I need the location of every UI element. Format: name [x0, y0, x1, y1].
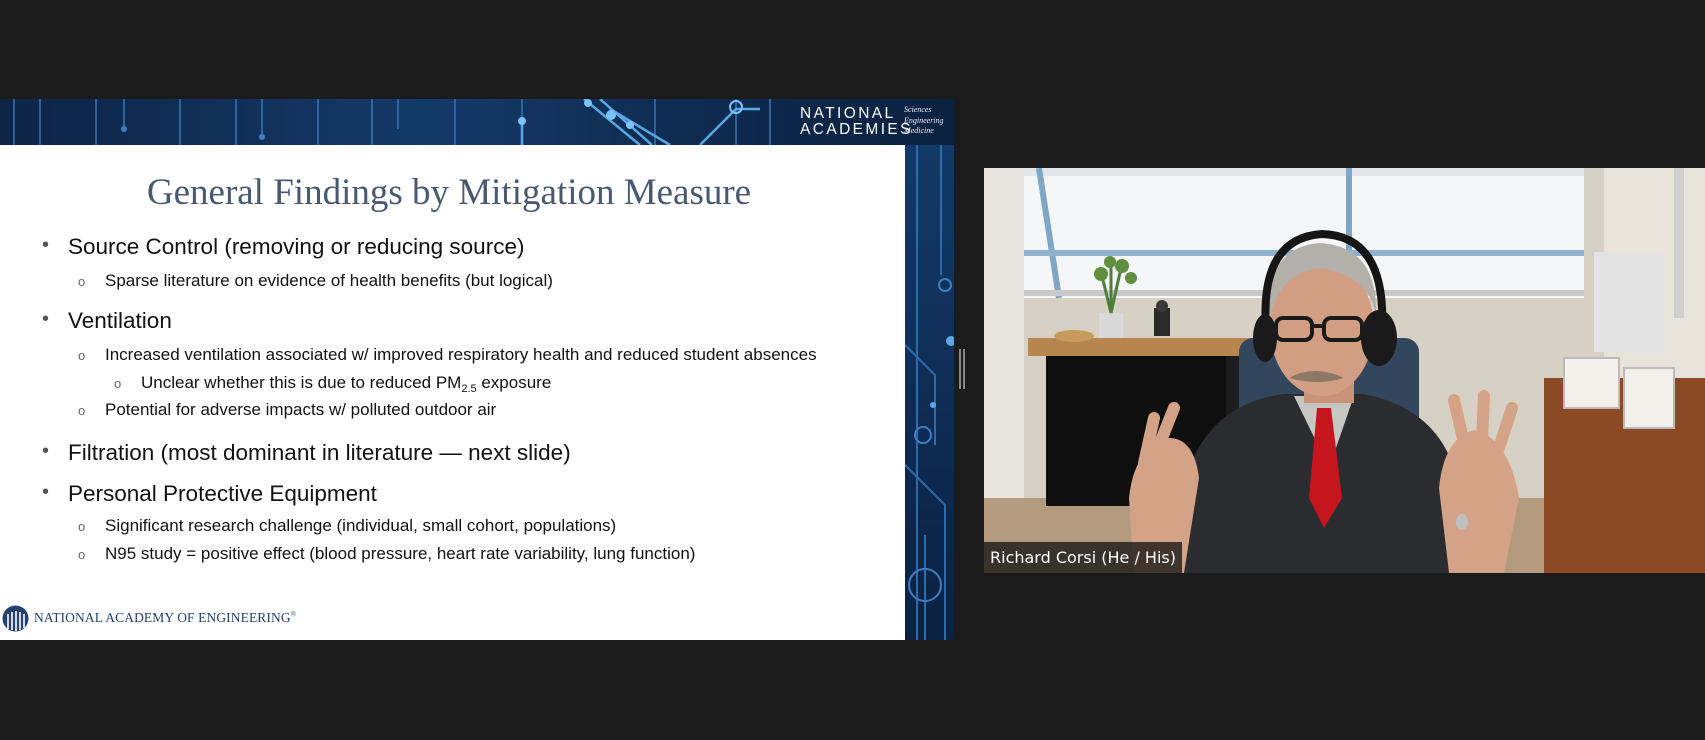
shared-slide [0, 99, 954, 640]
bullet-dot: • [42, 481, 50, 503]
circuit-decoration-side [905, 145, 954, 640]
bullet-text: Personal Protective Equipment [68, 481, 377, 506]
logo-wordmark: NATIONAL ACADEMIES [800, 105, 913, 138]
bullet-circle: o [78, 274, 86, 289]
slide-side-banner [905, 145, 954, 640]
bullet-dot: • [42, 234, 50, 256]
speaker-video-tile[interactable] [984, 168, 1705, 573]
bullet-circle: o [78, 348, 86, 363]
bullet-text: Source Control (removing or reducing source) [68, 234, 525, 259]
subbullet-increased-ventilation [78, 345, 817, 365]
slide-header-banner [0, 99, 954, 145]
bullet-circle: o [78, 403, 86, 418]
speaker-video-feed [984, 168, 1705, 573]
bullet-text: Potential for adverse impacts w/ polluted outdoor air [105, 400, 497, 419]
bullet-circle: o [78, 519, 86, 534]
bullet-text: Significant research challenge (individual, small cohort, populations) [105, 516, 617, 535]
subsubbullet-unclear-pm [114, 373, 552, 395]
subbullet-n95-study [78, 544, 696, 564]
split-view-resize-handle[interactable] [959, 349, 965, 389]
bullet-text: N95 study = positive effect (blood pressure, heart rate variability, lung function) [105, 544, 696, 563]
subbullet-adverse-impacts [78, 400, 497, 420]
slide-body [0, 145, 905, 640]
bullet-dot: • [42, 308, 50, 330]
bullet-text: Filtration (most dominant in literature — next slide) [68, 440, 571, 465]
bullet-ppe [42, 481, 377, 507]
logo-subtitle: Sciences Engineering Medicine [904, 105, 944, 135]
bullet-circle: o [78, 547, 86, 562]
bullet-source-control [42, 234, 525, 260]
pm-subscript: 2.5 [461, 383, 477, 395]
subbullet-sparse-literature [78, 271, 553, 291]
slide-title: General Findings by Mitigation Measure [146, 172, 752, 213]
national-academies-logo [800, 105, 950, 141]
bullet-text: Ventilation [68, 308, 172, 333]
bullet-text: Sparse literature on evidence of health benefits (but logical) [105, 271, 553, 290]
bullet-text-tail: exposure [476, 373, 552, 392]
nae-footer-logo [2, 604, 296, 632]
bullet-text: Unclear whether this is due to reduced PM [141, 373, 462, 392]
nae-emblem-icon [2, 605, 29, 632]
subbullet-research-challenge [78, 516, 617, 536]
participant-name-label: Richard Corsi (He / His) [984, 542, 1182, 573]
bullet-dot: • [42, 440, 50, 462]
bullet-text: Increased ventilation associated w/ improved respiratory health and reduced student absences [105, 345, 817, 364]
bullet-filtration [42, 440, 571, 466]
bullet-ventilation [42, 308, 172, 334]
bullet-circle: o [114, 376, 122, 391]
nae-footer-text: NATIONAL ACADEMY OF ENGINEERING® [34, 610, 297, 625]
